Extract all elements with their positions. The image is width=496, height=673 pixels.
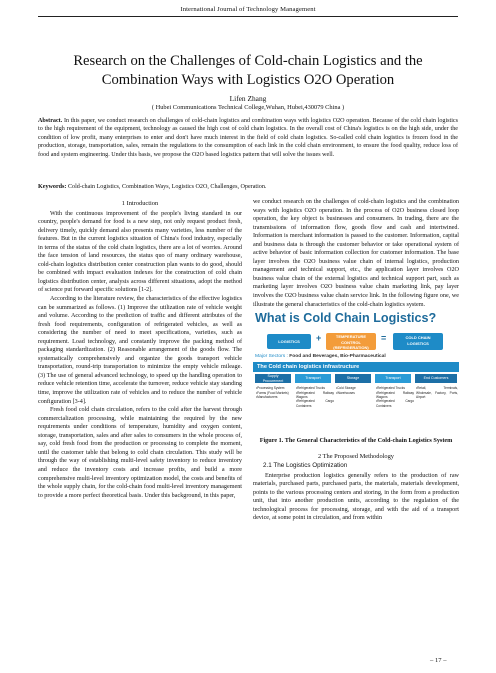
stage-transport-2: Transport (375, 374, 411, 383)
right-column (253, 198, 459, 523)
abstract-text: In this paper, we conduct research on challenges of cold-chain logistics and combination ways with logistics O2O operation. Because of the cold chain logistics to the high requirement of the equipment, technology as caused the high cost of cold chain logistics. In the overall cost of China's logistics is on the high side, under the condition of low profit, many enterprises to enter and don't have much interest in the field of cold chain logistics. So-called cold chain logistics is frozen food in the production, storage, transportation, sales, remain the regulations to the consumption of each link in the cold chain environment, to ensure the food quality, reduce loss of food and system engineering. Under this basis, we propose the O2O based logistics pattern that will solve the issues well. (38, 118, 458, 158)
section-heading-1: 1 Introduction (121, 200, 159, 207)
stage-supply-items: • Processing System • Farms (Food Markets) • Manufacturers (256, 386, 294, 399)
figure-caption: Figure 1. The General Characteristics of the Cold-chain Logistics System (259, 437, 453, 445)
journal-header: International Journal of Technology Management (180, 6, 316, 13)
paragraph: we conduct research on the challenges of cold-chain logistics and the combination ways with logistics O2O operation. In the process of O2O business closed loop operation, the key object is businesses and consumers. In trading, there are the transmissions of information flow, goods flow and cash and intertwined. Information is merchant information is passed to the customer. Information, capital and business data is through the customer behavior or take operational system of active behavior of basic information collection for customer information. The base layer involves the O2O business value chain of internal logistics, production management and technical support, etc., the application layer involves O2O business value chain of the external logistics and technical support part, such as marketing layer involves O2O business value chain marketing link, pay layer involves the O2O business value chain service link. In the following figure one, we illustrate the general characteristics of the cold-chain logistics system. (253, 199, 459, 308)
equals-sign: = (381, 333, 387, 344)
stage-storage-items: • Cold Storage • Warehouses (336, 386, 374, 395)
paragraph: Enterprise production logistics generally refers to the production of raw materials, purchased parts, purchased parts, the materials, materials development, points to the various processing centers and storing, in the form from a production unit, that into another production units, according to the regulation of the technological process for processing, storage, and with the aid of a transport device, at some point in circulation, and from within (253, 472, 459, 522)
stage-transport-1: Transport (295, 374, 331, 383)
stage-storage: Storage (335, 374, 371, 383)
author: Lifen Zhang (229, 94, 267, 103)
abstract-label: Abstract. (38, 118, 63, 124)
stage-end-customers: End Customers (415, 374, 457, 383)
cold-chain-box: COLD CHAIN LOGISTICS (393, 333, 443, 350)
subsection-heading: 2.1 The Logistics Optimization (263, 462, 348, 470)
paragraph: Fresh food cold chain circulation, refers to the cold after the harvest through commercialization processing, while maintaining the required by the new requirements under conditions of temperature, humidity and oxygen content, storage, transportation, sales and after sales to consumers in the whole process of, say, cold fresh food from the production or processing to complete the moment, until the customer table that belong to cold chain circulation. This study will be through the way of establishing multi-level safety inventory to reduce inventory and reduce the inventory costs and increase profits, and build a more comprehensive multi-level inventory optimization model, the costs and benefits of the whole supply chain, for the cold-chain food multi-level inventory management to provide a more perfect theoretical basis. Under this background, in this paper, (38, 407, 242, 499)
abstract (38, 117, 458, 159)
paper-title: Research on the Challenges of Cold-chain Logistics and the Combination Ways with Logistics O2O Operation (73, 53, 423, 88)
figure-title: What is Cold Chain Logistics? (255, 311, 437, 326)
section-heading-2: 2 The Proposed Methodology (317, 452, 395, 460)
stage-transport-1-items: • Refrigerated Trucks • Refrigerated Railway Wagons • Refrigerated Cargo Containers (296, 386, 334, 408)
major-sectors: Major Sectors : Food and Beverages, Bio-Pharmaceutical (255, 354, 386, 360)
stage-end-items: • Retail, Terminals, Wholesale, Factory, Ports, Airport (416, 386, 458, 399)
affiliation: ( Hubei Communications Technical College,Wuhan, Hubei,430079 China ) (151, 104, 345, 111)
left-column (38, 200, 242, 500)
figure-1 (253, 313, 459, 435)
logistics-box: LOGISTICS (267, 334, 311, 349)
infrastructure-banner: The Cold chain logistics infrastructure (253, 362, 459, 372)
keywords (38, 183, 458, 191)
plus-sign: + (316, 333, 322, 344)
keywords-label: Keywords: (38, 184, 67, 190)
temperature-control-box: TEMPERATURE CONTROL (REFRIGERATION) (326, 333, 376, 350)
page-number: – 17 – (430, 657, 447, 664)
keywords-text: Cold-chain Logistics, Combination Ways, Logistics O2O, Challenges, Operation. (67, 184, 267, 190)
paragraph: With the continuous improvement of the people's living standard in our country, people's demand for food is a new step, not only request product fresh, delivery timely, quickly demand also presents many varieties, less number of the features. But in the current logistics situation of China's food industry, especially in terms of the status of the cold chain logistics, there are a lot of worries. Around the face tension of land resources, the status quo of many ordinary warehouse, cold-chain logistics distribution center construction plan wants to do good, should be combined with impact evaluation indexes for the construction of cold chain logistics distribution center, analysis across different situations, adopt the method of science put forward specific solutions [1-2]. (38, 210, 242, 294)
stage-supply: Supply Procurement (255, 374, 291, 383)
header-rule (38, 16, 458, 17)
stage-transport-2-items: • Refrigerated Trucks • Refrigerated Railway Wagons • Refrigerated Cargo Containers (376, 386, 414, 408)
paragraph: According to the literature review, the characteristics of the effective logistics can be summarized as follows. (1) Improve the utilization rate of vehicle weight and volume. According to the prediction of traffic and different attributes of the fresh food requirements, configuration of refrigerated vehicles, as well as considering the number of need to meet specifications, varieties, such as requirement. Load technology, and constantly improve the packing method of packaging standardization. (2) Reasonable arrangement of the goods flow. The systematically comprehensively and organize the goods transport vehicle transportation, round-trip transportation to minimize the empty vehicle mileage. (3) The use of general advanced technology, to speed up the handling operation to reduce vehicle retention time, accelerate the turnover, reduce vehicle stay standing time, improve the utilization rate of vehicles and to reduce the number of vehicle configuration [3-4]. (38, 296, 242, 405)
